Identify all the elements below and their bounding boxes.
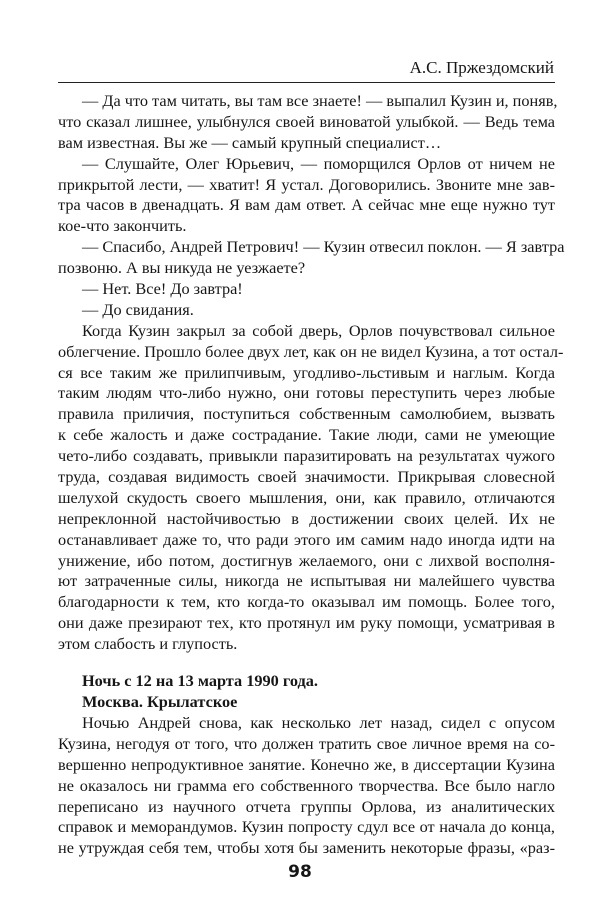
text-line: что сказал лишнее, улыбнулся своей виноватой улыбкой. — Ведь тема <box>58 111 555 131</box>
text-line: к себе жалость и даже сострадание. Такие люди, сами не умеющие <box>58 425 555 445</box>
text-line: не утруждая себя тем, чтобы хотя бы заменить некоторые фразы, «раз- <box>58 838 555 858</box>
text-line: — До свидания. <box>82 299 194 319</box>
text-line: останавливает даже то, что ради этого им самим надо иногда идти на <box>58 529 555 549</box>
body-text-section-1 <box>58 91 565 655</box>
text-line: ют затраченные силы, никогда не испытывая ни малейшего чувства <box>58 571 555 591</box>
running-head-author: А.С. Пржездомский <box>409 58 554 77</box>
text-line: чето-либо создавать, привыкли паразитировать на результатах чужого <box>58 446 555 466</box>
text-line: ся все таким же прилипчивым, угодливо-льстивым и наглым. Когда <box>58 362 555 382</box>
text-line: Кузина, негодуя от того, что должен тратить свое личное время на со- <box>58 733 555 753</box>
text-line: — Нет. Все! До завтра! <box>82 279 243 299</box>
text-line: труда, создавая видимость своей значимости. Прикрывая словесной <box>58 467 555 487</box>
text-line: справок и меморандумов. Кузин попросту сдул все от начала до конца, <box>58 817 555 837</box>
text-line: — Слушайте, Олег Юрьевич, — поморщился Орлов от ничем не <box>82 153 555 173</box>
text-line: кое-что закончить. <box>58 216 187 236</box>
heading-place: Москва. Крылатское <box>82 691 238 711</box>
text-line: прикрытой лести, — хватит! Я устал. Договорились. Звоните мне зав- <box>58 174 555 194</box>
text-line: этом слабость и глупость. <box>58 634 238 654</box>
text-line: тра часов в двенадцать. Я вам дам ответ. А сейчас мне еще нужно тут <box>58 195 555 215</box>
heading-date: Ночь с 12 на 13 марта 1990 года. <box>82 671 318 690</box>
text-line: благодарности к тем, кто когда-то оказывал им помощь. Более того, <box>58 592 555 612</box>
text-line: не оказалось ни грамма его собственного творчества. Все было нагло <box>58 775 555 795</box>
section-heading <box>58 671 555 713</box>
text-line: Когда Кузин закрыл за собой дверь, Орлов почувствовал сильное <box>82 320 555 340</box>
text-line: переписано из научного отчета группы Орлова, из аналитических <box>58 796 555 816</box>
header-rule <box>58 82 555 83</box>
text-line: они даже презирают тех, кто протянул им руку помощи, усматривая в <box>58 613 555 633</box>
page-number: 98 <box>288 862 312 882</box>
text-line: таким людям что-либо нужно, они готовы переступить через любые <box>58 383 555 403</box>
text-line: правила приличия, поступиться собственным самолюбием, вызвать <box>58 404 555 424</box>
text-line: шелухой скудость своего мышления, они, как правило, отличаются <box>58 487 555 507</box>
text-line: непреклонной настойчивостью в достижении своих целей. Их не <box>58 508 555 528</box>
text-line: — Спасибо, Андрей Петрович! — Кузин отвесил поклон. — Я завтра <box>82 237 565 257</box>
text-line: унижение, ибо потом, достигнув желаемого, они с лихвой восполня- <box>58 550 555 570</box>
text-line: — Да что там читать, вы там все знаете! — выпалил Кузин и, поняв, <box>82 91 558 110</box>
text-line: облегчение. Прошло более двух лет, как он не видел Кузина, а тот остал- <box>58 341 564 361</box>
body-text-section-2 <box>58 713 555 859</box>
text-line: Ночью Андрей снова, как несколько лет назад, сидел с опусом <box>82 713 555 732</box>
text-line: вершенно непродуктивное занятие. Конечно же, в диссертации Кузина <box>58 754 555 774</box>
text-line: позвоню. А вы никуда не уезжаете? <box>58 258 306 278</box>
text-line: вам известная. Вы же — самый крупный специалист… <box>58 132 442 152</box>
